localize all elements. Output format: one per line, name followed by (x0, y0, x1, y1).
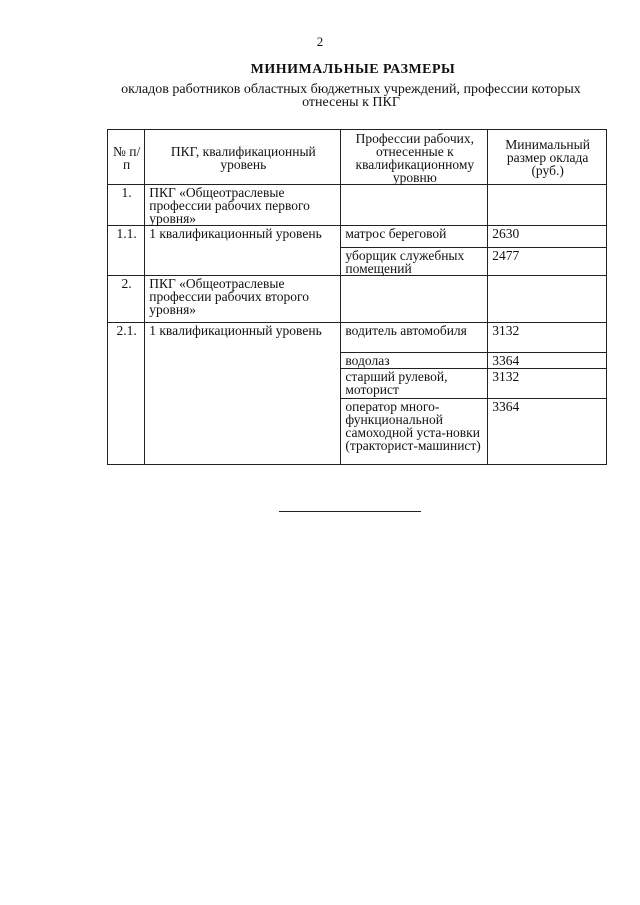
header-number: № п/п (108, 130, 145, 185)
profession-cell: уборщик служебных помещений (341, 248, 488, 276)
profession-cell: старший рулевой, моторист (341, 369, 488, 399)
level-number: 2.1. (108, 323, 145, 465)
page-number: 2 (316, 34, 324, 49)
level-number: 1.1. (108, 226, 145, 276)
salary-cell: 3364 (488, 399, 607, 465)
empty-cell (488, 185, 607, 226)
group-pkg-name: ПКГ «Общеотраслевые профессии рабочих второго уровня» (145, 276, 341, 323)
table-row-group-2 (108, 276, 607, 323)
profession-cell: водитель автомобиля (341, 323, 488, 353)
salary-cell: 3364 (488, 353, 607, 369)
table-header-row (108, 130, 607, 185)
document-subtitle: окладов работников областных бюджетных учреждений, профессии которых отнесены к ПКГ (121, 82, 581, 110)
salary-cell: 3132 (488, 323, 607, 353)
empty-cell (341, 276, 488, 323)
table-row (108, 323, 607, 353)
salary-cell: 3132 (488, 369, 607, 399)
group-number: 2. (108, 276, 145, 323)
table-row (108, 226, 607, 248)
salary-table (107, 129, 607, 465)
profession-cell: оператор много-функциональной самоходной уста-новки (тракторист-машинист) (341, 399, 488, 465)
salary-cell: 2630 (488, 226, 607, 248)
qualification-level: 1 квалификационный уровень (145, 226, 341, 276)
header-salary: Минимальный размер оклада (руб.) (488, 130, 607, 185)
group-number: 1. (108, 185, 145, 226)
header-profession: Профессии рабочих, отнесенные к квалификационному уровню (341, 130, 488, 185)
qualification-level: 1 квалификационный уровень (145, 323, 341, 465)
document-title: МИНИМАЛЬНЫЕ РАЗМЕРЫ (250, 62, 456, 77)
profession-cell: водолаз (341, 353, 488, 369)
group-pkg-name: ПКГ «Общеотраслевые профессии рабочих первого уровня» (145, 185, 341, 226)
profession-cell: матрос береговой (341, 226, 488, 248)
table-row-group-1 (108, 185, 607, 226)
header-pkg: ПКГ, квалификационный уровень (145, 130, 341, 185)
salary-cell: 2477 (488, 248, 607, 276)
closing-divider (279, 511, 421, 512)
empty-cell (488, 276, 607, 323)
empty-cell (341, 185, 488, 226)
